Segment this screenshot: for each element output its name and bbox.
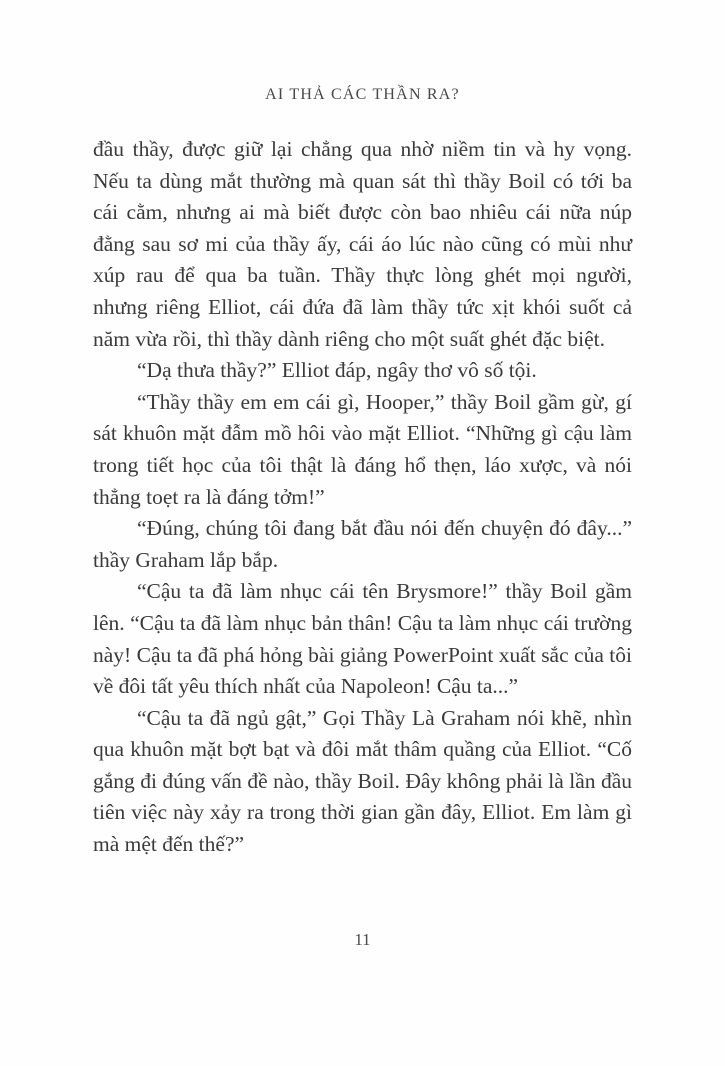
running-header: AI THẢ CÁC THẦN RA? [265, 86, 460, 103]
body-paragraph: đầu thầy, được giữ lại chẳng qua nhờ niềm tin và hy vọng. Nếu ta dùng mắt thường mà quan sát thì thầy Boil có tới ba cái cằm, nhưng ai mà biết được còn bao nhiêu cái nữa núp đằng sau sơ mi của thầy ấy, cái áo lúc nào cũng có mùi như xúp rau để qua ba tuần. Thầy thực lòng ghét mọi người, nhưng riêng Elliot, cái đứa đã làm thầy tức xịt khói suốt cả năm vừa rồi, thì thầy dành riêng cho một suất ghét đặc biệt. [93, 137, 632, 351]
body-paragraph: “Thầy thầy em em cái gì, Hooper,” thầy Boil gầm gừ, gí sát khuôn mặt đẫm mồ hôi vào mặt Elliot. “Những gì cậu làm trong tiết học của tôi thật là đáng hổ thẹn, láo xược, và nói thẳng toẹt ra là đáng tởm!” [93, 389, 632, 509]
body-paragraph: “Cậu ta đã làm nhục cái tên Brysmore!” thầy Boil gầm lên. “Cậu ta đã làm nhục bản thân! Cậu ta làm nhục cái trường này! Cậu ta đã phá hỏng bài giảng PowerPoint xuất sắc của tôi về đôi tất yêu thích nhất của Napoleon! Cậu ta...” [93, 579, 632, 699]
page-number: 11 [354, 930, 371, 949]
page-text-block [93, 134, 632, 861]
body-paragraph: “Đúng, chúng tôi đang bắt đầu nói đến chuyện đó đây...” thầy Graham lắp bắp. [93, 516, 632, 572]
body-paragraph: “Cậu ta đã ngủ gật,” Gọi Thầy Là Graham nói khẽ, nhìn qua khuôn mặt bợt bạt và đôi mắt thâm quầng của Elliot. “Cố gắng đi đúng vấn đề nào, thầy Boil. Đây không phải là lần đầu tiên việc này xảy ra trong thời gian gần đây, Elliot. Em làm gì mà mệt đến thế?” [93, 705, 632, 857]
body-paragraph: “Dạ thưa thầy?” Elliot đáp, ngây thơ vô số tội. [137, 358, 537, 383]
